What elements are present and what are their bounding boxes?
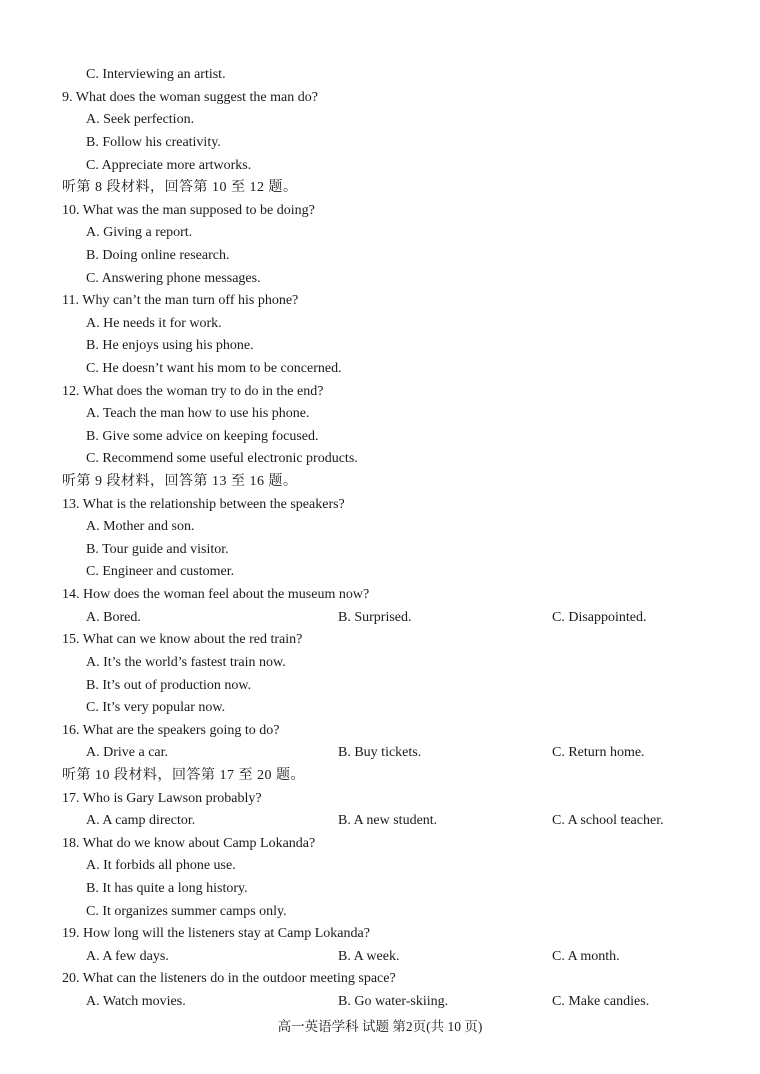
option-20c: C. Make candies.: [552, 994, 650, 1009]
question-18: 18. What do we know about Camp Lokanda?: [62, 836, 316, 851]
question-16: 16. What are the speakers going to do?: [62, 723, 280, 738]
option-11a: A. He needs it for work.: [86, 316, 222, 331]
option-13c: C. Engineer and customer.: [86, 564, 235, 579]
option-17c: C. A school teacher.: [552, 813, 664, 828]
options-row-20: [0, 991, 760, 1014]
option-19a: A. A few days.: [86, 949, 169, 964]
option-9b: B. Follow his creativity.: [86, 135, 221, 150]
option-14b: B. Surprised.: [338, 610, 412, 625]
question-12: 12. What does the woman try to do in the end?: [62, 384, 324, 399]
section-heading-8: 听第 8 段材料，回答第 10 至 12 题。: [62, 180, 298, 195]
options-row-14: [0, 607, 760, 630]
question-20: 20. What can the listeners do in the outdoor meeting space?: [62, 971, 396, 986]
page-footer: 高一英语学科 试题 第2页(共 10 页): [277, 1019, 483, 1034]
option-20b: B. Go water-skiing.: [338, 994, 449, 1009]
option-16c: C. Return home.: [552, 745, 645, 760]
option-18c: C. It organizes summer camps only.: [86, 904, 287, 919]
option-9c: C. Appreciate more artworks.: [86, 158, 252, 173]
question-15: 15. What can we know about the red train?: [62, 632, 303, 647]
section-heading-9: 听第 9 段材料，回答第 13 至 16 题。: [62, 474, 298, 489]
option-16a: A. Drive a car.: [86, 745, 169, 760]
question-19: 19. How long will the listeners stay at Camp Lokanda?: [62, 926, 370, 941]
option-10b: B. Doing online research.: [86, 248, 230, 263]
option-12b: B. Give some advice on keeping focused.: [86, 429, 319, 444]
options-row-19: [0, 946, 760, 969]
question-9: 9. What does the woman suggest the man do?: [62, 90, 318, 105]
option-13a: A. Mother and son.: [86, 519, 195, 534]
question-11: 11. Why can’t the man turn off his phone?: [62, 293, 299, 308]
options-row-17: [0, 810, 760, 833]
option-16b: B. Buy tickets.: [338, 745, 422, 760]
option-20a: A. Watch movies.: [86, 994, 186, 1009]
option-12a: A. Teach the man how to use his phone.: [86, 406, 310, 421]
question-13: 13. What is the relationship between the speakers?: [62, 497, 345, 512]
option-11c: C. He doesn’t want his mom to be concerned.: [86, 361, 342, 376]
option-13b: B. Tour guide and visitor.: [86, 542, 229, 557]
section-heading-10: 听第 10 段材料，回答第 17 至 20 题。: [62, 768, 305, 783]
question-10: 10. What was the man supposed to be doing?: [62, 203, 315, 218]
option-19b: B. A week.: [338, 949, 400, 964]
option-15c: C. It’s very popular now.: [86, 700, 226, 715]
question-14: 14. How does the woman feel about the museum now?: [62, 587, 370, 602]
option-15b: B. It’s out of production now.: [86, 678, 252, 693]
option-17b: B. A new student.: [338, 813, 438, 828]
question-17: 17. Who is Gary Lawson probably?: [62, 791, 262, 806]
option-9a: A. Seek perfection.: [86, 112, 195, 127]
option-10c: C. Answering phone messages.: [86, 271, 261, 286]
option-14a: A. Bored.: [86, 610, 141, 625]
option-10a: A. Giving a report.: [86, 225, 193, 240]
option-15a: A. It’s the world’s fastest train now.: [86, 655, 286, 670]
option-17a: A. A camp director.: [86, 813, 196, 828]
option-8c: C. Interviewing an artist.: [86, 67, 226, 82]
options-row-16: [0, 742, 760, 765]
option-11b: B. He enjoys using his phone.: [86, 338, 254, 353]
option-18a: A. It forbids all phone use.: [86, 858, 236, 873]
option-18b: B. It has quite a long history.: [86, 881, 248, 896]
option-19c: C. A month.: [552, 949, 620, 964]
option-12c: C. Recommend some useful electronic products.: [86, 451, 358, 466]
option-14c: C. Disappointed.: [552, 610, 647, 625]
